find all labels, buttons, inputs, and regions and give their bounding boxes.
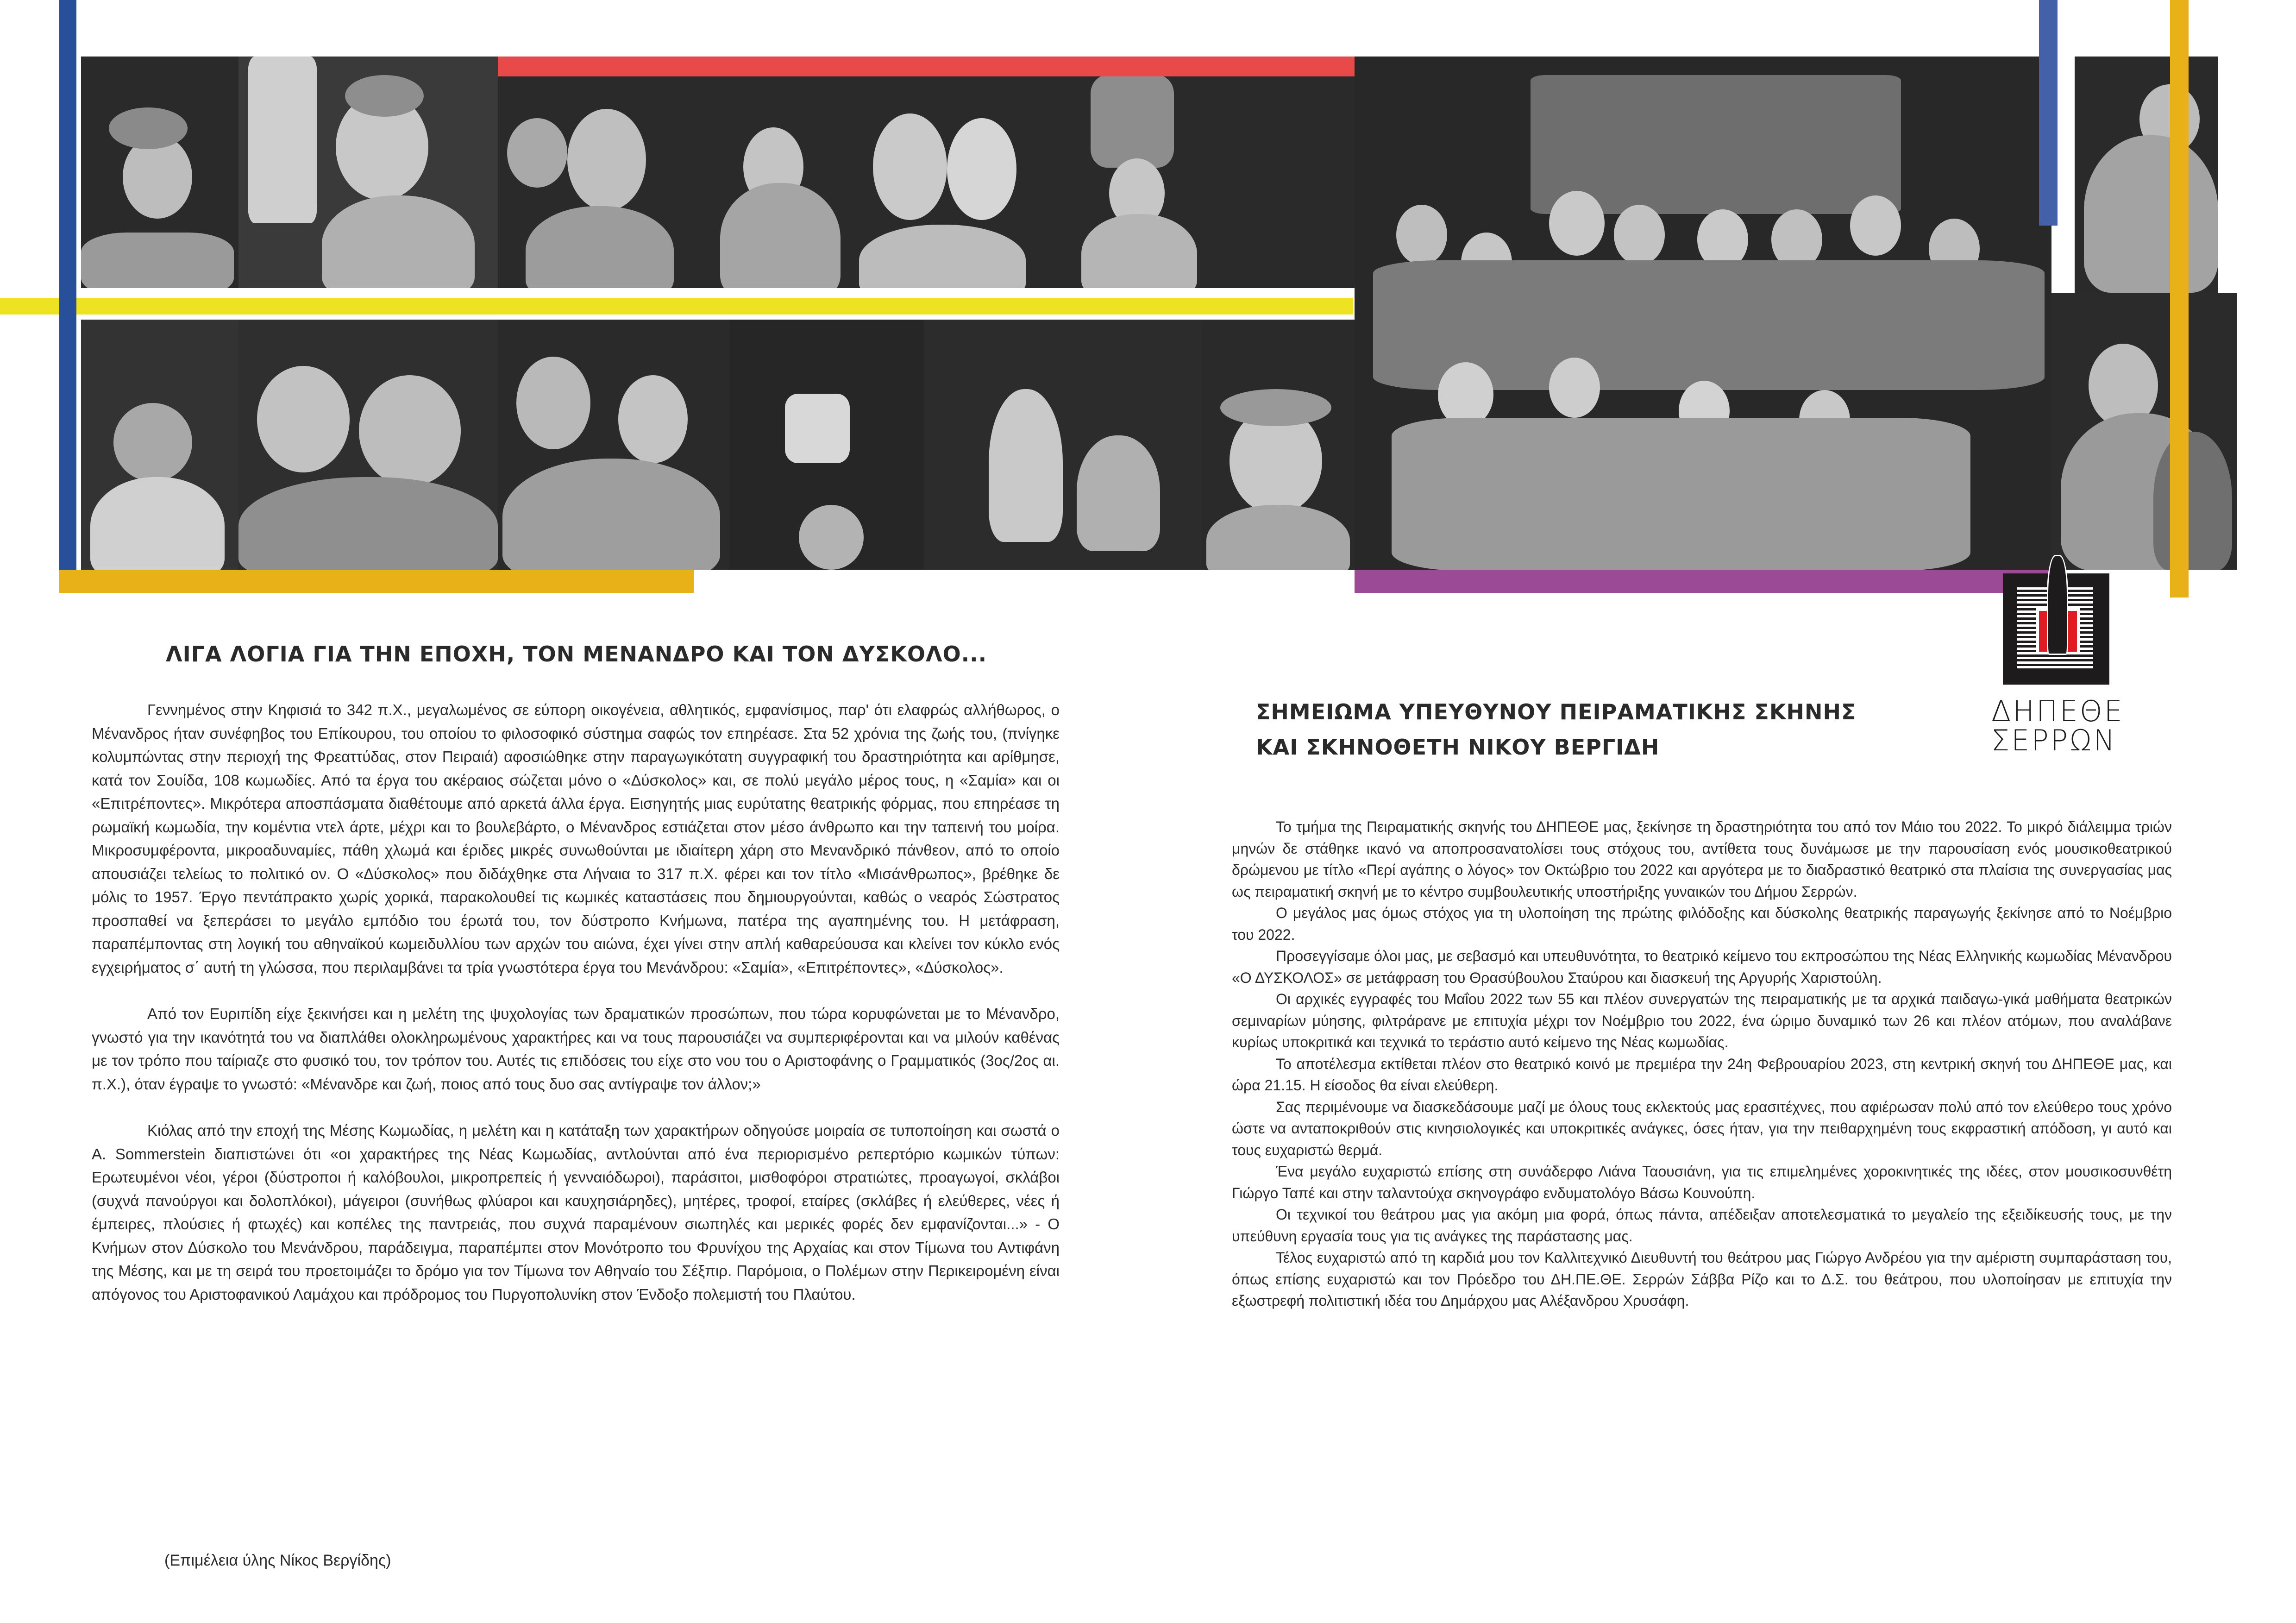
right-article-paragraph: Προσεγγίσαμε όλοι μας, με σεβασμό και υπευθυνότητα, το θεατρικό κείμενο του εκπροσώπου της Νέας Ελληνικής κωμωδίας Μένανδρου «Ο ΔΥΣΚΟΛΟΣ» σε μετάφραση του Θρασύβουλου Σταύρου και διασκευή της Αργυρής Χαριστούλη. bbox=[1232, 948, 2172, 986]
photo-woman-with-basket bbox=[1030, 57, 1355, 288]
photo-cast-group-photo bbox=[1355, 57, 2051, 570]
gold-horizontal-bar bbox=[59, 570, 694, 593]
red-horizontal-bar bbox=[498, 57, 1355, 76]
photo-man-with-helmet bbox=[81, 320, 238, 570]
logo-text-line1: ΔΗΠΕΘΕ bbox=[1991, 694, 2124, 728]
photo-woman-laurel-crown bbox=[1202, 320, 1355, 570]
left-article-body bbox=[92, 698, 1060, 1329]
left-article-title: ΛΙΓΑ ΛΟΓΙΑ ΓΙΑ ΤΗΝ ΕΠΟΧΗ, ΤΟΝ ΜΕΝΑΝΔΡΟ ΚΑΙ ΤΟΝ ΔΥΣΚΟΛΟ... bbox=[166, 642, 987, 667]
right-article-paragraph: Ο μεγάλος μας όμως στόχος για τη υλοποίηση της πρώτης φιλόδοξης και δύσκολης θεατρικής παραγωγής ξεκίνησε από το Νοέμβριο του 2022. bbox=[1232, 905, 2172, 943]
photo-stage-scene bbox=[924, 320, 1202, 570]
yellow-horizontal-bar-left bbox=[0, 298, 59, 315]
photo-man-hiding-under-cloth bbox=[2051, 293, 2237, 570]
right-article-paragraph: Τέλος ευχαριστώ από τη καρδιά μου τον Καλλιτεχνικό Διευθυντή του θεάτρου μας Γιώργο Ανδρέου για την αμέριστη συμπαράσταση του, όπως επίσης ευχαριστώ και τον Πρόεδρο του ΔΗ.ΠΕ.ΘΕ. Σερρών Σάββα Ρίζο και το Δ.Σ. του θεάτρου, που υλοποίησαν με επιτυχία την εξωστρεφή πολιτιστική ιδέα του Δημάρχου μας Αλέξανδρου Χρυσάφη. bbox=[1232, 1249, 2172, 1309]
photo-kettle-prop bbox=[729, 320, 924, 570]
right-article-title-line1: ΣΗΜΕΙΩΜΑ ΥΠΕΥΘΥΝΟΥ ΠΕΙΡΑΜΑΤΙΚΗΣ ΣΚΗΝΗΣ bbox=[1256, 699, 1857, 724]
theatre-logo bbox=[2003, 573, 2109, 685]
right-article-paragraph: Το τμήμα της Πειραματικής σκηνής του ΔΗΠΕΘΕ μας, ξεκίνησε τη δραστηριότητα του από τον Μάιο του 2022. Το μικρό διάλειμμα τριών μηνών δε στάθηκε ικανό να αποπροσανατολίσει τους στόχους του, αντίθετα τους δυνάμωσε με την παρουσίαση ενός μουσικοθεατρικού δρώμενου με τίτλο «Περί αγάπης ο λόγος» τον Οκτώβριο του 2022 και αργότερα με το διαδραστικό θεατρικό στα πλαίσια της συνεργασίας μας ως πειραματική σκηνή με το κέντρο συμβουλευτικής υποστήριξης γυναικών του Δήμου Σερρών. bbox=[1232, 818, 2172, 900]
logo-text-line2: ΣΕΡΡΩΝ bbox=[1991, 723, 2117, 757]
right-article-paragraph: Οι αρχικές εγγραφές του Μαΐου 2022 των 55 και πλέον συνεργατών της πειραματικής με τα αρχικά παιδαγω-γικά μαθήματα θεατρικών σεμιναρίων μύησης, φιλτράρανε με επιτυχία μέχρι τον Νοέμβριο του 2022, ένα ώριμο δυναμικό των 26 και πλέον ατόμων, που αναλάβανε κυρίως υποκριτικά και τεχνικά το τεράστιο αυτό κείμενο της Νέας κωμωδίας. bbox=[1232, 991, 2172, 1051]
photo-man-and-woman-veiled bbox=[2075, 57, 2218, 293]
photo-woman-with-laundry bbox=[238, 57, 498, 288]
left-article-signature: (Επιμέλεια ύλης Νίκος Βεργίδης) bbox=[164, 1552, 391, 1569]
right-article-paragraph: Σας περιμένουμε να διασκεδάσουμε μαζί με όλους τους εκλεκτούς μας ερασιτέχνες, που αφιέρωσαν πολύ από τον ελεύθερο τους χρόνο ώστε να ανταποκριθούν στις κινησιολογικές και υποκριτικές ανάγκες, όσες ήταν, για την πειθαρχημένη τους εκφραστική απόδοση, γι αυτό και τους ευχαριστώ θερμά. bbox=[1232, 1098, 2172, 1158]
right-article-paragraph: Οι τεχνικοί του θεάτρου μας για ακόμη μια φορά, όπως πάντα, απέδειξαν αποτελεσματικά το μεγαλείο της εξειδίκευσής τους, με την υπεύθυνη εργασία τους για τις ανάγκες της παράστασης μας. bbox=[1232, 1206, 2172, 1245]
yellow-horizontal-bar-main bbox=[76, 298, 1353, 315]
photo-woman-with-ladle bbox=[683, 76, 854, 288]
blue-vertical-bar-right bbox=[2039, 0, 2058, 226]
photo-men-pointing bbox=[498, 320, 729, 570]
right-article-paragraph: Ένα μεγάλο ευχαριστώ επίσης στη συνάδερφο Λιάνα Ταουσιάνη, για τις επιμελημένες χοροκινητικές της ιδέες, στον μουσικοσυνθέτη Γιώργο Ταπέ και στην ταλαντούχα σκηνογράφο ενδυματολόγο Βάσω Κουνούπη. bbox=[1232, 1163, 2172, 1202]
photo-couple-laughing bbox=[854, 76, 1030, 288]
left-article-paragraph: Κιόλας από την εποχή της Μέσης Κωμωδίας, η μελέτη και η κατάταξη των χαρακτήρων οδηγούσε μοιραία σε τυποποίηση και σωστά ο A. Sommerstein διαπιστώνει ότι «οι χαρακτήρες της Νέας Κωμωδίας, αντλούνται από ένα περιορισμένο ρεπερτόριο κωμικών τύπων: Ερωτευμένοι νέοι, γέροι (δύστροποι ή καλόβουλοι, μικροπρεπείς ή γενναιόδωροι), παράσιτοι, μισθοφόροι στρατιώτες, προαγωγοί, σκλάβοι (συχνά πανούργοι και δολοπλόκοι), μάγειροι (συνήθως φλύαροι και καυχησιάρηδες), μητέρες, τροφοί, εταίρες (σκλάβες ή ελεύθερες, νέες ή έμπειρες, πλούσιες ή φτωχές) και κοπέλες της παντρειάς, που συχνά παραμένουν σιωπηλές και μερικές φορές δεν εμφανίζονται...» - Ο Κνήμων στον Δύσκολο του Μενάνδρου, παράδειγμα, παραπέμπει στον Μονότροπο του Φρυνίχου της Αρχαίας και στον Τίμωνα του Αντιφάνη της Μέσης, και με τη σειρά του προετοιμάζει το δρόμο για τον Τίμωνα τον Αθηναίο του Σέξπιρ. Παρόμοια, ο Πολέμων στην Περικειρομένη είναι απόγονος του Αριστοφανικού Λαμάχου και πρόδρομος του Πυργοπολυνίκη στον Ένδοξο πολεμιστή του Πλαύτου. bbox=[92, 1122, 1060, 1303]
right-article-title-line2: ΚΑΙ ΣΚΗΝΟΘΕΤΗ ΝΙΚΟΥ ΒΕΡΓΙΔΗ bbox=[1256, 735, 1660, 760]
left-article-paragraph: Από τον Ευριπίδη είχε ξεκινήσει και η μελέτη της ψυχολογίας των δραματικών προσώπων, που τώρα κορυφώνεται με το Μένανδρο, γνωστό για την ικανότητά του να διαπλάθει ολοκληρωμένους χαρακτήρες και να τους παρουσιάζει να συμπεριφέρονται και να μιλούν καθένας με τον τρόπο που ταίριαζε στο φυσικό του, τον τρόπον του. Αυτές τις επιδόσεις του είχε στο νου του ο Αριστοφάνης ο Γραμματικός (3ος/2ος αι. π.Χ.), όταν έγραψε το γνωστό: «Μένανδρε και ζωή, ποιος από τους δυο σας αντίγραψε τον άλλον;» bbox=[92, 1005, 1060, 1093]
photo-woman-flower-crown-flute bbox=[81, 57, 238, 288]
blue-vertical-bar-left bbox=[59, 0, 76, 593]
purple-horizontal-bar bbox=[1355, 570, 2049, 593]
left-article-paragraph: Γεννημένος στην Κηφισιά το 342 π.Χ., μεγαλωμένος σε εύπορη οικογένεια, αθλητικός, εμφανίσιμος, παρ' ότι ελαφρώς αλλήθωρος, ο Μένανδρος ήταν συνέφηβος του Επίκουρου, του οποίου το φιλοσοφικό σύστημα σαφώς τον επηρέασε. Στα 52 χρόνια της ζωής του, (πνίγηκε κολυμπώντας στην περιοχή της Φρεαττύδας, στον Πειραιά) αφοσιώθηκε στην παραγωγικότατη συγγραφική του δραστηριότητα και αρίθμησε, κατά τον Σουίδα, 108 κωμωδίες. Από τα έργα του ακέραιος σώζεται μόνο ο «Δύσκολος» και, σε πολύ μεγάλο μέρος τους, η «Σαμία» και οι «Επιτρέποντες». Μικρότερα αποσπάσματα διαθέτουμε από αρκετά άλλα έργα. Εισηγητής μιας ευρύτατης θεατρικής φόρμας, που επηρέασε τη ρωμαϊκή κωμωδία, την κομέντια ντελ άρτε, μέχρι και το βουλεβάρτο, ο Μένανδρος εστιάζεται στον μέσο άνθρωπο και την ταπεινή του μοίρα. Μικροσυμφέροντα, μικροαδυναμίες, πάθη χλωμά και έριδες μικρές συνωθούνται με ιδιαίτερη χάρη στο Μενανδρικό πάνθεον, από το οποίο απουσιάζει τελείως το πολιτικό ον. Ο «Δύσκολος» που διδάχθηκε στα Λήναια το 317 π.Χ. φέρει και τον τίτλο «Μισάνθρωπος», βρέθηκε δε μόλις το 1957. Έργο πεντάπρακτο χωρίς χορικά, παρακολουθεί τις κωμικές καταστάσεις που δημιουργούνται, καθώς ο νεαρός Σώστρατος προσπαθεί να ξεπεράσει το μεγάλο εμπόδιο του έρωτά του, τον δύστροπο Κνήμωνα, πατέρα της αγαπημένης του. Η μετάφραση, παραπέμποντας στη λογική του αθηναϊκού κωμειδυλλίου των αρχών του αιώνα, έχει γίνει στην απλή καθαρεύουσα και κλείνει τον κύκλο ενός εγχειρήματος σ΄ αυτή τη γλώσσα, που περιλαμβάνει τα τρία γνωστότερα έργα του Μενάνδρου: «Σαμία», «Επιτρέποντες», «Δύσκολος». bbox=[92, 701, 1060, 976]
logo-statue-figure-icon bbox=[2047, 555, 2068, 655]
photo-two-men-shouting bbox=[238, 320, 498, 570]
right-article-paragraph: Το αποτέλεσμα εκτίθεται πλέον στο θεατρικό κοινό με πρεμιέρα την 24η Φεβρουαρίου 2023, στη κεντρική σκηνή του ΔΗΠΕΘΕ μας, και ώρα 21.15. Η είσοδος θα είναι ελεύθερη. bbox=[1232, 1055, 2172, 1094]
gold-vertical-bar-right bbox=[2170, 0, 2189, 598]
photo-bearded-man-grimace bbox=[498, 76, 683, 288]
right-article-body bbox=[1232, 816, 2172, 1312]
